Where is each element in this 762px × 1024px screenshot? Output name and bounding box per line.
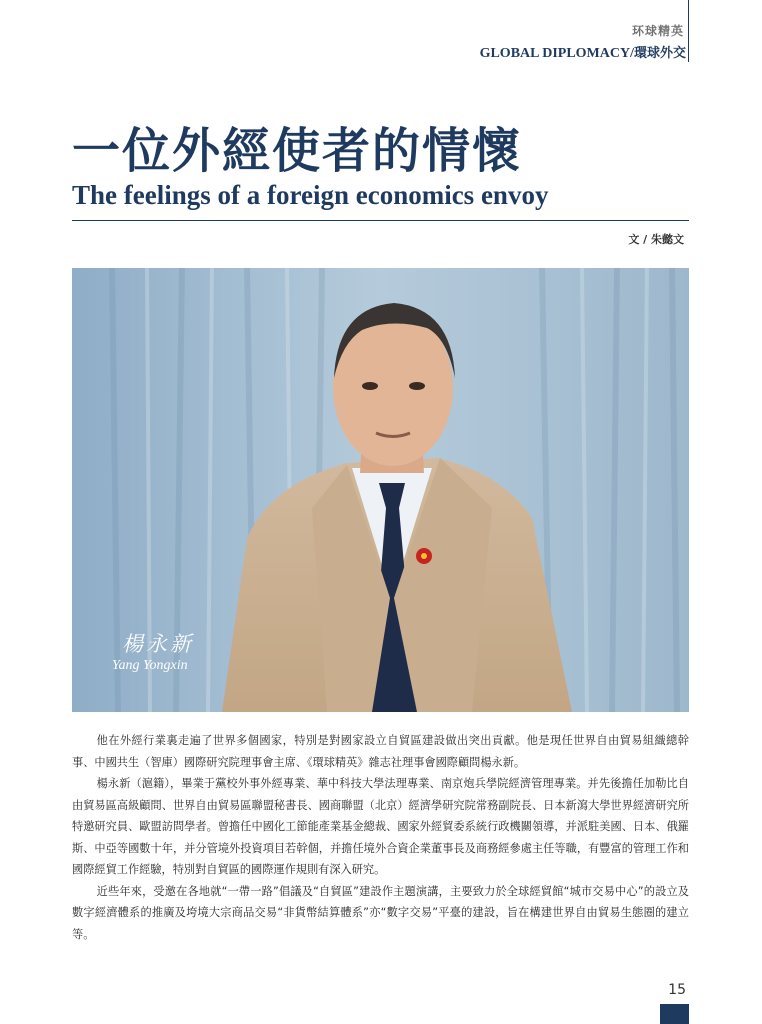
article-body [72,730,689,945]
page-tab-marker [660,1004,689,1024]
photo-signature-cn: 楊永新 [122,632,194,656]
page-number: 15 [668,982,686,998]
section-title-cn: 環球外交 [633,46,686,61]
author-byline: 文 / 朱懿文 [628,233,684,246]
photo-signature-en: Yang Yongxin [112,658,188,673]
section-title [480,42,686,62]
paragraph-2: 楊永新（滬籍），畢業于黨校外事外經專業、華中科技大學法理專業、南京炮兵學院經濟管理專業。并先後擔任加勒比自由貿易區高級顧問、世界自由貿易區聯盟秘書長、國商聯盟（北京）經濟學研究院常務副院長、日本新瀉大學世界經濟研究所特邀研究員、歐盟訪問學者。曾擔任中國化工節能產業基金總裁、國家外經貿委系統行政機關領導，并派駐美國、日本、俄羅斯、中亞等國數十年，并分管境外投資項目若幹個，并擔任境外合資企業董事長及商務經參處主任等職，有豐富的管理工作和國際經貿工作經驗，特別對自貿區的國際運作規則有深入研究。 [72,777,689,876]
section-label: 环球精英 [631,24,684,38]
article-title-cn: 一位外經使者的情懷 [72,123,523,179]
article-title-en: The feelings of a foreign economics envoy [72,180,549,210]
paragraph-1: 他在外經行業裏走遍了世界多個國家，特別是對國家設立自貿區建設做出突出貢獻。他是現任世界自由貿易組織總幹事、中國共生（智庫）國際研究院理事會主席、《環球精英》雜志社理事會國際顧問楊永新。 [72,734,689,769]
title-rule [72,220,689,221]
header-divider [688,0,689,62]
section-title-en: GLOBAL DIPLOMACY/ [479,46,634,61]
paragraph-3: 近些年來，受邀在各地就“一帶一路”倡議及“自貿區”建設作主題演講，主要致力於全球經貿館“城市交易中心”的設立及數字經濟體系的推廣及垮境大宗商品交易“非貨幣結算體系”亦“數字交易”平臺的建設，旨在構建世界自由貿易生態圈的建立等。 [72,884,689,941]
